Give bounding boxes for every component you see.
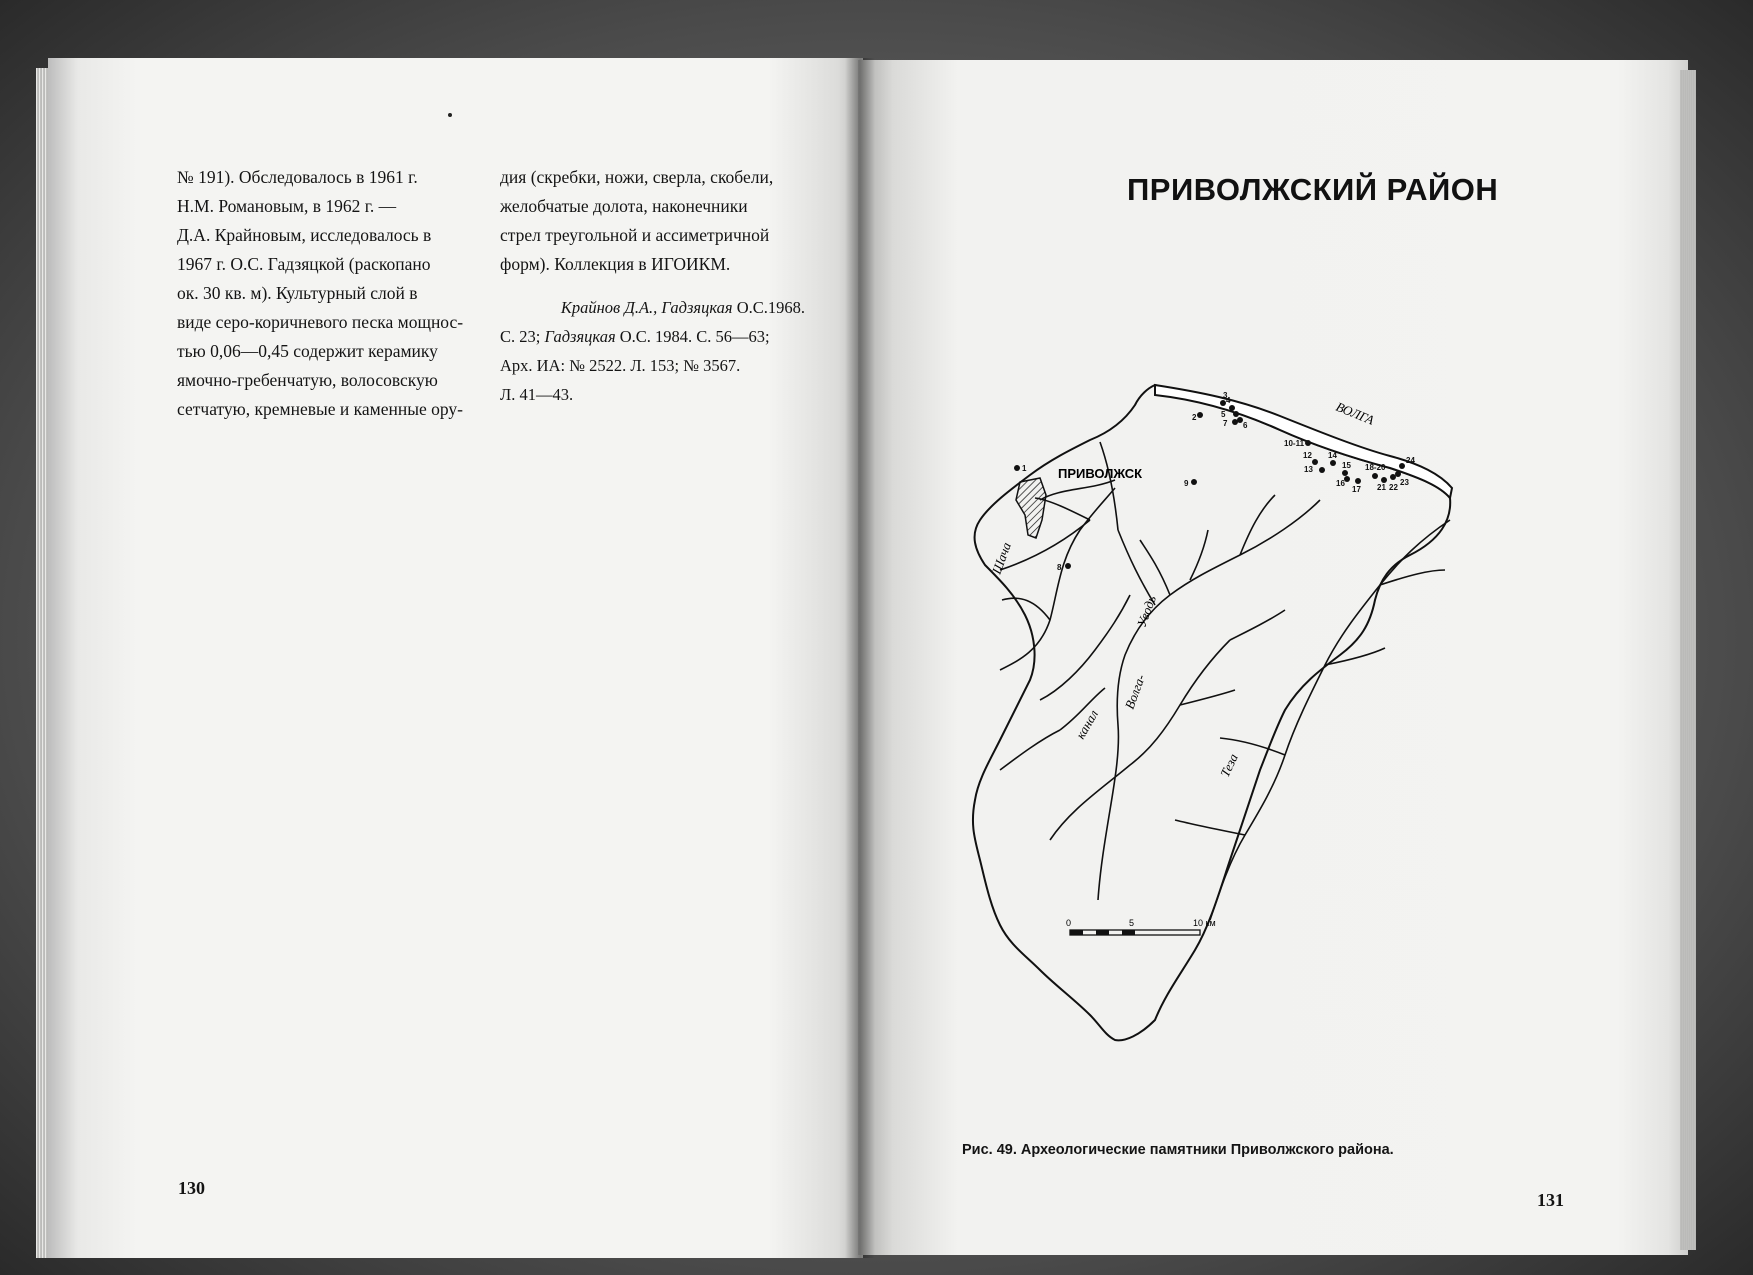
scale-label: 5 [1129, 918, 1135, 928]
ref-text: С. 23; [500, 327, 541, 346]
scale-bar [1066, 918, 1216, 935]
svg-text:22: 22 [1389, 483, 1398, 492]
text-line: форм). Коллекция в ИГОИКМ. [500, 254, 731, 274]
river-label-volga-canal: Волга- [1121, 672, 1149, 712]
left-column-2 [500, 163, 805, 409]
site-marker [1223, 419, 1238, 428]
river-label-canal: канал [1072, 707, 1102, 742]
show-through-left [177, 420, 807, 1180]
ref-text: О.С. 1984. С. 56—63; [619, 327, 770, 346]
svg-text:6: 6 [1243, 421, 1248, 430]
figure-caption: Рис. 49. Археологические памятники Приволжского района. [962, 1142, 1394, 1158]
text-line: 1967 г. О.С. Гадзяцкой (раскопано [177, 254, 431, 274]
text-line: № 191). Обследовалось в 1961 г. [177, 167, 418, 187]
svg-text:5: 5 [1221, 410, 1226, 419]
page-number-left: 130 [178, 1178, 205, 1198]
teza-river [1210, 520, 1450, 920]
svg-text:17: 17 [1352, 485, 1361, 494]
site-marker [1352, 478, 1361, 494]
reference-line: Л. 41—43. [500, 385, 574, 404]
text-line: сетчатую, кремневые и каменные ору- [177, 399, 463, 419]
site-marker [1336, 476, 1350, 488]
town-area [1016, 478, 1046, 538]
svg-text:16: 16 [1336, 479, 1345, 488]
site-marker [1014, 464, 1027, 473]
ref-text: О.С.1968. [736, 298, 805, 317]
shacha-river [1000, 488, 1115, 670]
scale-label: 10 км [1193, 918, 1216, 928]
site-marker [1303, 451, 1318, 465]
svg-text:4: 4 [1226, 396, 1231, 405]
text-line: ок. 30 кв. м). Культурный слой в [177, 283, 418, 303]
river-label-teza: Теза [1217, 751, 1241, 780]
svg-text:12: 12 [1303, 451, 1312, 460]
site-marker [1304, 465, 1325, 474]
site-marker [1184, 479, 1197, 488]
book-gutter [845, 58, 875, 1258]
text-line: Д.А. Крайновым, исследовалось в [177, 225, 432, 245]
reference-line [500, 293, 805, 322]
speck [448, 113, 452, 117]
svg-text:3: 3 [1223, 391, 1228, 400]
svg-text:21: 21 [1377, 483, 1386, 492]
text-line: стрел треугольной и ассиметричной [500, 225, 770, 245]
svg-text:2: 2 [1192, 413, 1197, 422]
site-marker [1377, 477, 1387, 492]
text-line: Н.М. Романовым, в 1962 г. — [177, 196, 397, 216]
svg-text:14: 14 [1328, 451, 1337, 460]
reference-line: Арх. ИА: № 2522. Л. 153; № 3567. [500, 356, 741, 375]
ref-author: Крайнов Д.А., Гадзяцкая [560, 298, 733, 317]
text-line: желобчатые долота, наконечники [500, 196, 748, 216]
site-marker [1342, 461, 1351, 476]
reference-line [500, 322, 805, 351]
svg-text:24: 24 [1406, 456, 1415, 465]
volga-canal [1050, 640, 1230, 840]
text-line: тью 0,06—0,45 содержит керамику [177, 341, 438, 361]
text-line: дия (скребки, ножи, сверла, скобели, [500, 167, 774, 187]
river-label-uvod: Уводь [1133, 593, 1159, 630]
svg-text:10-11: 10-11 [1284, 439, 1305, 448]
svg-text:23: 23 [1400, 478, 1409, 487]
svg-text:18-20: 18-20 [1365, 463, 1386, 472]
site-marker [1365, 463, 1386, 479]
references [500, 293, 805, 409]
text-line: ямочно-гребенчатую, волосовскую [177, 370, 438, 390]
river-label-shacha: Шача [988, 540, 1014, 577]
site-marker [1237, 417, 1248, 430]
svg-text:13: 13 [1304, 465, 1313, 474]
page-number-right: 131 [1537, 1190, 1564, 1210]
left-column-1 [177, 163, 480, 424]
svg-text:15: 15 [1342, 461, 1351, 470]
ref-author: Гадзяцкая [544, 327, 616, 346]
section-title: ПРИВОЛЖСКИЙ РАЙОН [1127, 172, 1499, 207]
town-label: ПРИВОЛЖСК [1058, 466, 1143, 481]
archaeology-map [940, 370, 1580, 1060]
text-line: виде серо-коричневого песка мощнос- [177, 312, 464, 332]
book-fore-edge-right [1680, 70, 1696, 1250]
svg-text:1: 1 [1022, 464, 1027, 473]
svg-text:8: 8 [1057, 563, 1062, 572]
scale-label: 0 [1066, 918, 1072, 928]
site-marker [1284, 439, 1311, 448]
river-label-volga: ВОЛГА [1333, 398, 1377, 428]
site-marker [1328, 451, 1337, 466]
site-marker [1192, 412, 1203, 422]
svg-text:9: 9 [1184, 479, 1189, 488]
svg-text:7: 7 [1223, 419, 1228, 428]
